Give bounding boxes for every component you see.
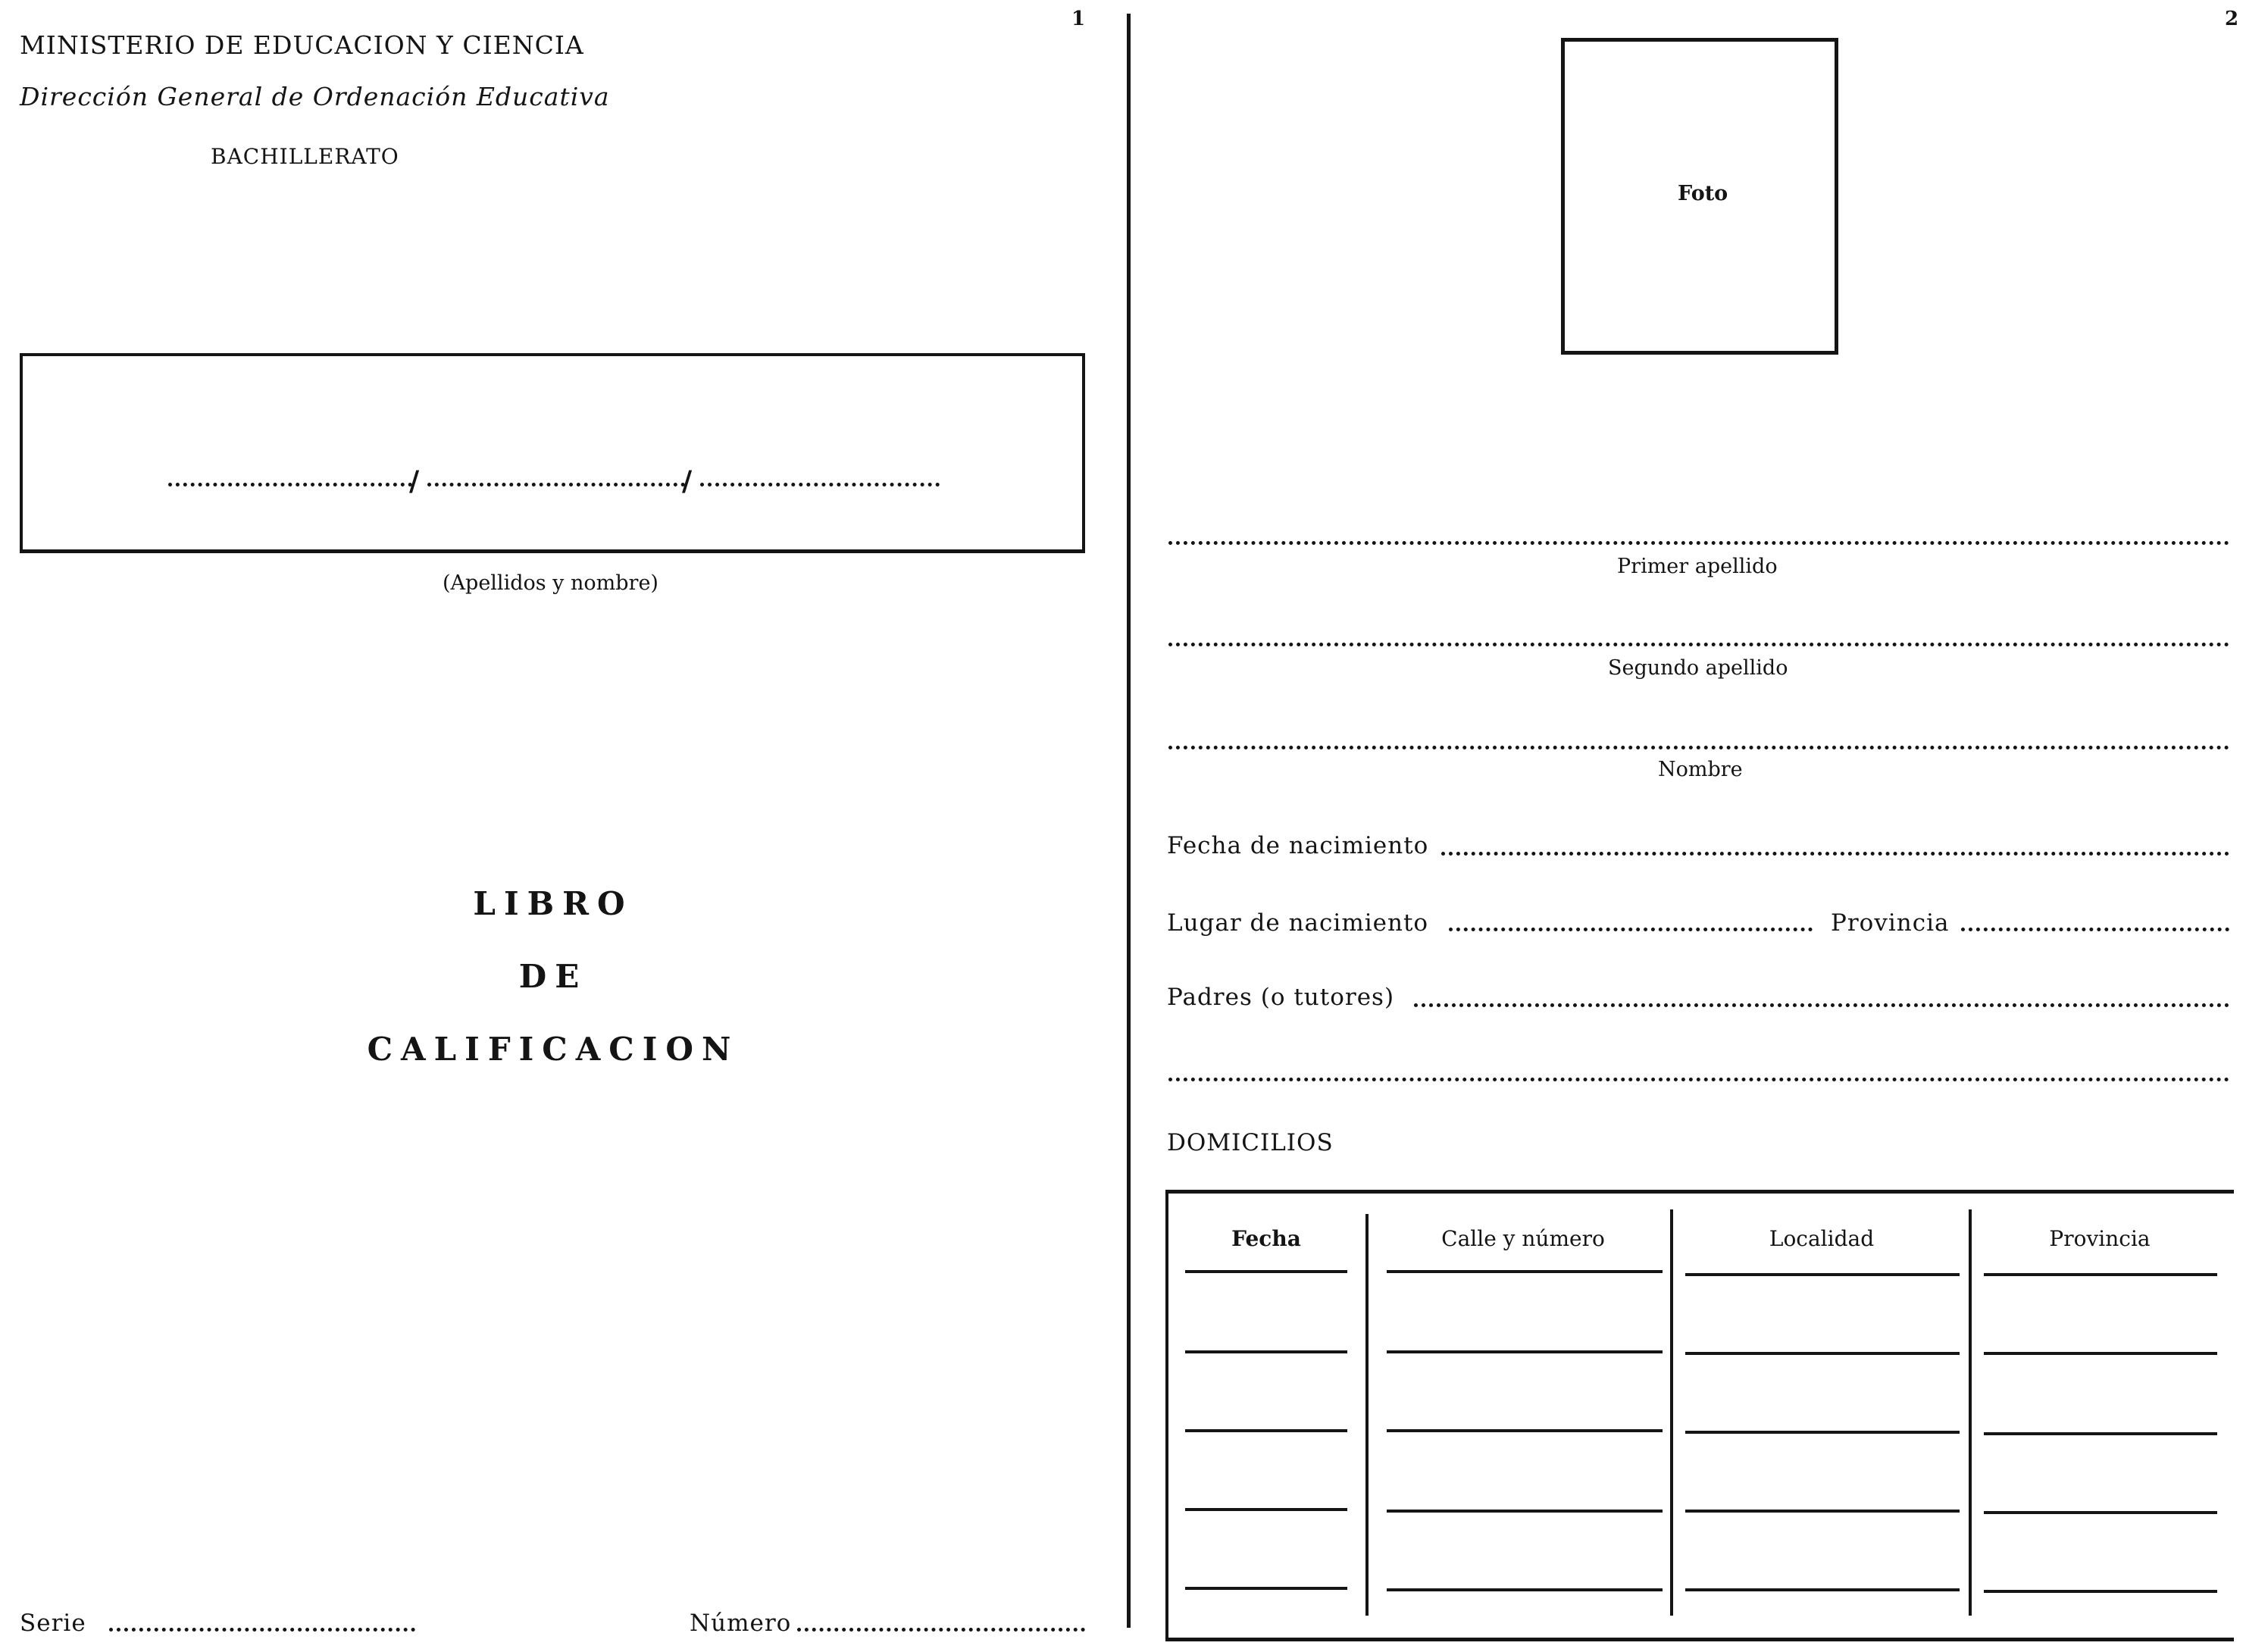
- first-surname-fill-line[interactable]: [1168, 541, 2229, 545]
- birth-date-fill-line[interactable]: [1441, 852, 2229, 856]
- table-row[interactable]: [1387, 1588, 1663, 1591]
- title-line-3: CALIFICACION: [367, 1031, 740, 1068]
- birth-place-label: Lugar de nacimiento: [1167, 909, 1429, 937]
- level-label: BACHILLERATO: [211, 144, 399, 169]
- table-row[interactable]: [1984, 1273, 2217, 1276]
- parents-fill-line-2[interactable]: [1168, 1078, 2229, 1081]
- addresses-heading: DOMICILIOS: [1167, 1129, 1334, 1156]
- second-surname-fill-line[interactable]: [1168, 643, 2229, 646]
- table-row[interactable]: [1685, 1431, 1960, 1434]
- numero-label: Número: [690, 1610, 792, 1637]
- addresses-table: [1165, 1190, 2234, 1641]
- given-name-fill-line[interactable]: [700, 483, 940, 487]
- slash-separator: /: [409, 465, 420, 497]
- table-row[interactable]: [1685, 1588, 1960, 1591]
- column-header-calle: Calle y número: [1441, 1226, 1605, 1251]
- column-header-provincia: Provincia: [2049, 1226, 2151, 1251]
- table-row[interactable]: [1984, 1590, 2217, 1593]
- surname2-fill-line[interactable]: [427, 483, 685, 487]
- table-row[interactable]: [1185, 1508, 1347, 1511]
- slash-separator: /: [682, 465, 693, 497]
- direction-subheading: Dirección General de Ordenación Educativa: [20, 82, 610, 111]
- column-header-localidad: Localidad: [1769, 1226, 1875, 1251]
- name-caption: Nombre: [1658, 758, 1743, 781]
- table-row[interactable]: [1387, 1350, 1663, 1353]
- table-row[interactable]: [1387, 1510, 1663, 1513]
- name-fill-line[interactable]: [1168, 746, 2229, 749]
- table-row[interactable]: [1685, 1352, 1960, 1355]
- province-fill-line[interactable]: [1961, 928, 2229, 931]
- serie-label: Serie: [20, 1610, 86, 1637]
- ministry-heading: MINISTERIO DE EDUCACION Y CIENCIA: [20, 30, 584, 60]
- table-row[interactable]: [1185, 1429, 1347, 1432]
- table-row[interactable]: [1685, 1273, 1960, 1276]
- parents-fill-line[interactable]: [1414, 1003, 2229, 1007]
- province-label: Provincia: [1831, 909, 1950, 937]
- table-row[interactable]: [1185, 1350, 1347, 1353]
- column-divider: [1365, 1214, 1369, 1616]
- parents-label: Padres (o tutores): [1167, 984, 1395, 1011]
- column-divider: [1969, 1209, 1972, 1616]
- birth-place-fill-line[interactable]: [1449, 928, 1813, 931]
- table-row[interactable]: [1984, 1352, 2217, 1355]
- page-number: 2: [2225, 8, 2239, 30]
- name-field-box: [20, 353, 1085, 553]
- photo-label: Foto: [1678, 182, 1728, 205]
- table-row[interactable]: [1185, 1270, 1347, 1273]
- second-surname-caption: Segundo apellido: [1608, 656, 1788, 680]
- table-row[interactable]: [1387, 1270, 1663, 1273]
- table-row[interactable]: [1387, 1429, 1663, 1432]
- page-number: 1: [1071, 8, 1086, 30]
- title-line-2: DE: [518, 958, 588, 995]
- table-row[interactable]: [1685, 1510, 1960, 1513]
- name-field-caption: (Apellidos y nombre): [443, 571, 658, 595]
- table-row[interactable]: [1984, 1432, 2217, 1435]
- page-divider: [1127, 14, 1131, 1628]
- column-header-fecha: Fecha: [1231, 1226, 1301, 1251]
- title-line-1: LIBRO: [473, 885, 633, 922]
- table-row[interactable]: [1984, 1511, 2217, 1514]
- column-divider: [1670, 1209, 1673, 1616]
- numero-fill-line[interactable]: [797, 1628, 1085, 1632]
- birth-date-label: Fecha de nacimiento: [1167, 832, 1429, 859]
- serie-fill-line[interactable]: [109, 1628, 415, 1632]
- table-row[interactable]: [1185, 1587, 1347, 1590]
- first-surname-caption: Primer apellido: [1617, 555, 1778, 578]
- surname1-fill-line[interactable]: [168, 483, 412, 487]
